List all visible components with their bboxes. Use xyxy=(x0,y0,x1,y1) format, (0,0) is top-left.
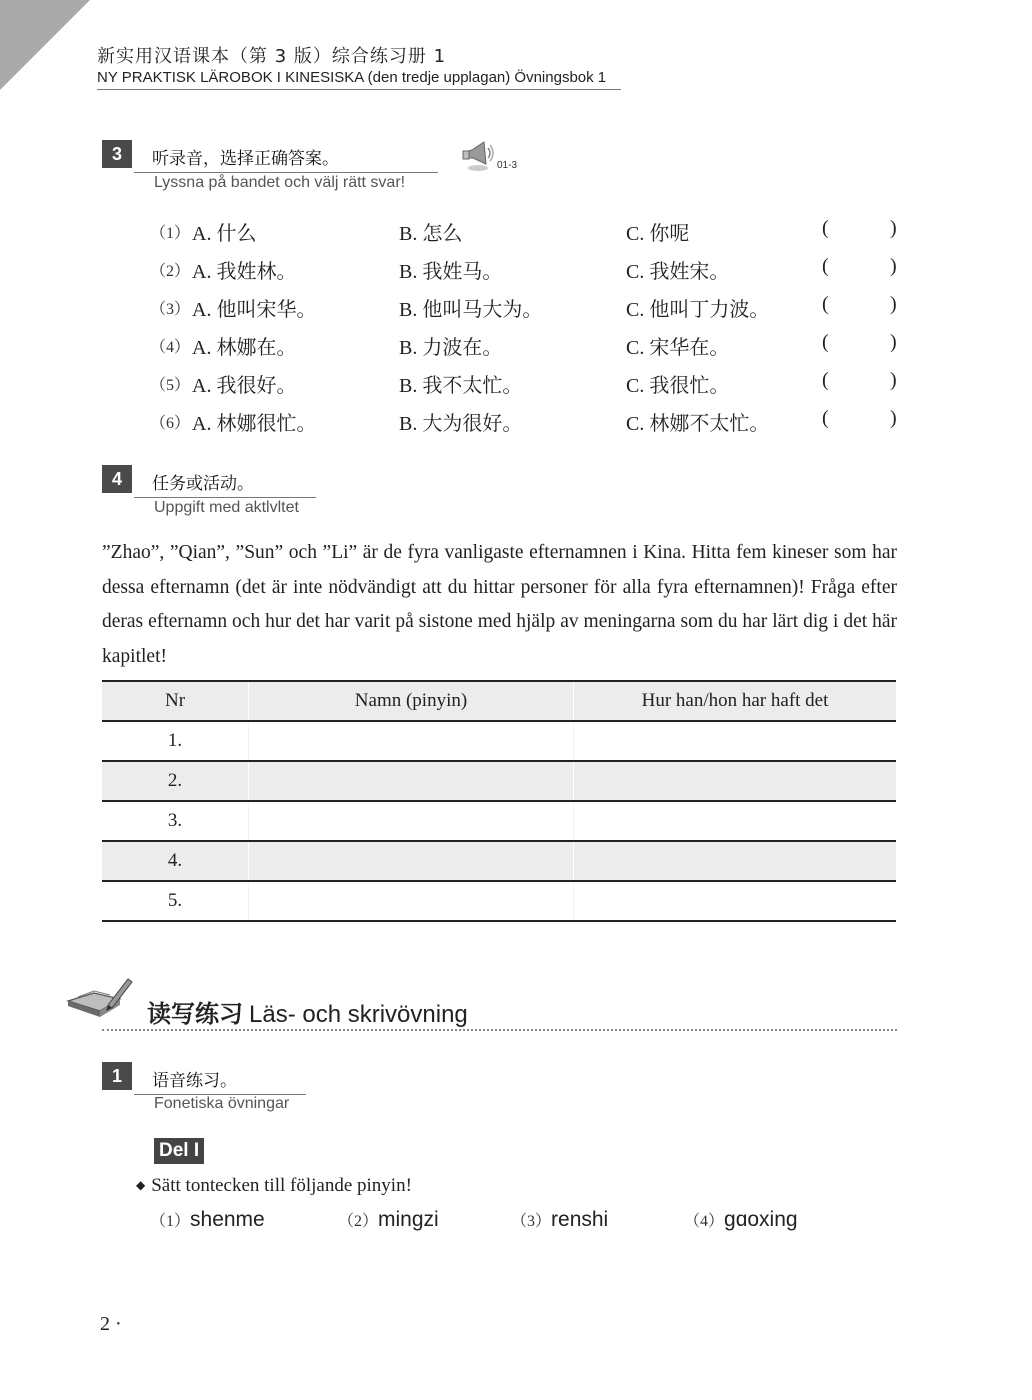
header-title-zh: 新实用汉语课本（第 3 版）综合练习册 1 xyxy=(97,46,447,67)
corner-decoration xyxy=(0,0,90,90)
status-cell[interactable] xyxy=(574,881,897,921)
pinyin-number: （2） xyxy=(338,1213,379,1230)
option-b[interactable]: B. 力波在。 xyxy=(399,337,503,359)
option-c[interactable]: C. 我姓宋。 xyxy=(626,261,730,283)
table-row xyxy=(102,721,896,761)
track-number: 01-3 xyxy=(497,160,518,171)
pinyin-number: （4） xyxy=(684,1213,725,1230)
option-c[interactable]: C. 我很忙。 xyxy=(626,375,730,397)
question-row-5 xyxy=(150,369,910,399)
option-c[interactable]: C. 你呢 xyxy=(626,223,690,245)
column-header-status: Hur han/hon har haft det xyxy=(574,681,897,721)
question-row-2 xyxy=(150,255,910,285)
question-number: （6） xyxy=(150,415,191,432)
pinyin-list xyxy=(150,1208,850,1238)
answer-blank-close[interactable]: ) xyxy=(890,217,897,239)
answer-blank-open[interactable]: ( xyxy=(822,217,829,239)
status-cell[interactable] xyxy=(574,841,897,881)
option-a[interactable]: A. 林娜很忙。 xyxy=(192,413,317,435)
header-title-sv: NY PRAKTISK LÄROBOK I KINESISKA (den tredje upplagan) Övningsbok 1 xyxy=(97,69,607,86)
option-c[interactable]: C. 宋华在。 xyxy=(626,337,730,359)
question-row-4 xyxy=(150,331,910,361)
question-number: （3） xyxy=(150,301,191,318)
question-number: （2） xyxy=(150,263,191,280)
answer-blank-close[interactable]: ) xyxy=(890,369,897,391)
option-b[interactable]: B. 怎么 xyxy=(399,223,463,245)
status-cell[interactable] xyxy=(574,721,897,761)
pinyin-word: mingzi xyxy=(378,1208,439,1231)
pinyin-word: shenme xyxy=(190,1208,265,1231)
option-c[interactable]: C. 他叫丁力波。 xyxy=(626,299,770,321)
reading-writing-title-zh: 读写练习 xyxy=(147,1000,243,1028)
option-a[interactable]: A. 我很好。 xyxy=(192,375,297,397)
section-4-subtitle: Uppgift med aktlvltet xyxy=(154,499,299,516)
answer-blank-close[interactable]: ) xyxy=(890,331,897,353)
reading-writing-heading xyxy=(147,994,468,1029)
reading-writing-title-sv: Läs- och skrivövning xyxy=(249,1001,468,1028)
table-row xyxy=(102,881,896,921)
option-b[interactable]: B. 大为很好。 xyxy=(399,413,523,435)
section-3-number: 3 xyxy=(102,140,132,168)
section-1-subtitle: Fonetiska övningar xyxy=(154,1095,290,1112)
pinyin-number: （3） xyxy=(511,1213,552,1230)
part-label: Del I xyxy=(154,1138,204,1164)
name-cell[interactable] xyxy=(249,761,574,801)
question-row-1 xyxy=(150,217,910,247)
table-row xyxy=(102,761,896,801)
name-cell[interactable] xyxy=(249,721,574,761)
page-number: 2 · xyxy=(100,1313,122,1335)
task-paragraph: ”Zhao”, ”Qian”, ”Sun” och ”Li” är de fyra vanligaste efternamnen i Kina. Hitta fem kineser som har dessa efternamn (det är inte nödvändigt att du hittar personer för alla fyra efternamnen)! Fråga efter deras efternamn och hur det har varit på sistone med hjälp av meningarna som du har lärt dig i det här kapitlet! xyxy=(102,542,897,667)
column-header-name: Namn (pinyin) xyxy=(249,681,574,721)
name-cell[interactable] xyxy=(249,881,574,921)
section-3-subtitle: Lyssna på bandet och välj rätt svar! xyxy=(154,174,406,191)
section-1-title: 语音练习。 xyxy=(134,1066,306,1095)
option-b[interactable]: B. 我不太忙。 xyxy=(399,375,523,397)
option-a[interactable]: A. 林娜在。 xyxy=(192,337,297,359)
section-3-title: 听录音，选择正确答案。 xyxy=(134,144,438,173)
answer-blank-close[interactable]: ) xyxy=(890,407,897,429)
section-4-number: 4 xyxy=(102,465,132,493)
table-header-row xyxy=(102,681,896,721)
answer-blank-close[interactable]: ) xyxy=(890,255,897,277)
option-a[interactable]: A. 我姓林。 xyxy=(192,261,297,283)
pinyin-item[interactable] xyxy=(338,1208,439,1232)
status-cell[interactable] xyxy=(574,761,897,801)
question-row-6 xyxy=(150,407,910,437)
answer-blank-open[interactable]: ( xyxy=(822,293,829,315)
table-row xyxy=(102,841,896,881)
answer-blank-close[interactable]: ) xyxy=(890,293,897,315)
option-b[interactable]: B. 他叫马大为。 xyxy=(399,299,543,321)
pinyin-item[interactable] xyxy=(511,1208,608,1232)
answer-blank-open[interactable]: ( xyxy=(822,369,829,391)
pinyin-number: （1） xyxy=(150,1213,191,1230)
status-cell[interactable] xyxy=(574,801,897,841)
answer-blank-open[interactable]: ( xyxy=(822,331,829,353)
pinyin-word: gɑoxing xyxy=(724,1208,798,1231)
row-number: 2. xyxy=(167,770,183,791)
option-a[interactable]: A. 什么 xyxy=(192,223,257,245)
question-number: （1） xyxy=(150,225,191,242)
row-number: 5. xyxy=(167,890,183,911)
question-number: （4） xyxy=(150,339,191,356)
pinyin-item[interactable] xyxy=(684,1208,798,1232)
book-pen-icon xyxy=(64,975,134,1025)
answer-blank-open[interactable]: ( xyxy=(822,255,829,277)
question-number: （5） xyxy=(150,377,191,394)
audio-speaker-icon[interactable] xyxy=(460,138,496,172)
table-row xyxy=(102,801,896,841)
running-header xyxy=(97,46,621,90)
answer-blank-open[interactable]: ( xyxy=(822,407,829,429)
row-number: 1. xyxy=(167,730,183,751)
section-1-number: 1 xyxy=(102,1062,132,1090)
row-number: 3. xyxy=(167,810,183,831)
row-number: 4. xyxy=(167,850,183,871)
option-c[interactable]: C. 林娜不太忙。 xyxy=(626,413,770,435)
diamond-bullet-icon: ◆ xyxy=(136,1178,146,1192)
name-cell[interactable] xyxy=(249,801,574,841)
survey-table xyxy=(102,680,896,922)
instruction-line xyxy=(136,1175,412,1197)
instruction-text: Sätt tontecken till följande pinyin! xyxy=(151,1175,412,1196)
dotted-divider xyxy=(102,1029,897,1031)
option-a[interactable]: A. 他叫宋华。 xyxy=(192,299,317,321)
pinyin-item[interactable] xyxy=(150,1208,265,1232)
question-row-3 xyxy=(150,293,910,323)
section-4-title: 任务或活动。 xyxy=(134,469,316,498)
option-b[interactable]: B. 我姓马。 xyxy=(399,261,503,283)
pinyin-word: renshi xyxy=(551,1208,609,1231)
name-cell[interactable] xyxy=(249,841,574,881)
column-header-nr: Nr xyxy=(164,690,186,711)
